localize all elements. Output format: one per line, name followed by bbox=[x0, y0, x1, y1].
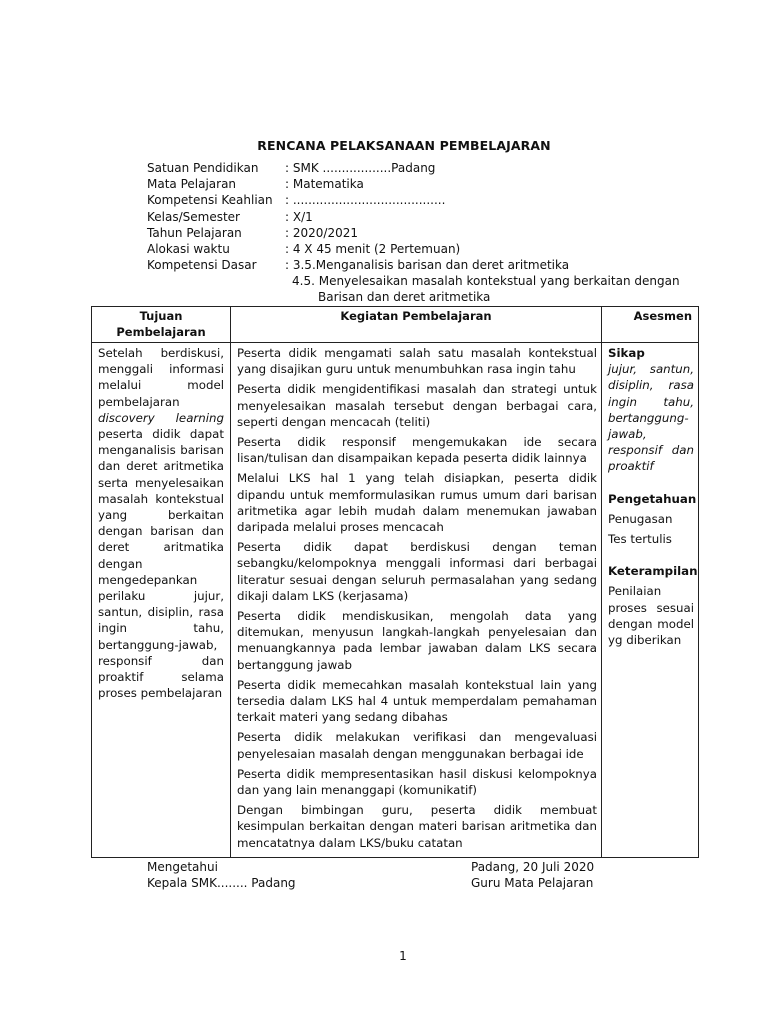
tujuan-cell bbox=[92, 343, 231, 858]
meta-row-tahun bbox=[147, 225, 569, 241]
header-tujuan: Tujuan Pembelajaran bbox=[92, 307, 231, 343]
page-number: 1 bbox=[399, 949, 407, 963]
kegiatan-item: Peserta didik mengamati salah satu masalah kontekstual yang disajikan guru untuk menumbuhkan rasa ingin tahu bbox=[237, 346, 597, 377]
asesmen-pengetahuan-heading: Pengetahuan bbox=[608, 491, 697, 506]
asesmen-keterampilan-heading: Keterampilan bbox=[608, 564, 698, 579]
meta-value: : ........................................ bbox=[285, 193, 446, 208]
meta-label: Kompetensi Keahlian bbox=[147, 193, 273, 208]
meta-label: Kompetensi Dasar bbox=[147, 258, 257, 273]
tujuan-text-1: Setelah berdiskusi, menggali informasi melalui model pembelajaran bbox=[98, 346, 224, 409]
meta-label: Kelas/Semester bbox=[147, 209, 240, 224]
document-title: RENCANA PELAKSANAAN PEMBELAJARAN bbox=[257, 138, 551, 153]
lesson-plan-table bbox=[91, 306, 699, 858]
meta-row-kd bbox=[147, 257, 569, 273]
asesmen-keterampilan-text: Penilaian proses sesuai dengan model yg diberikan bbox=[608, 584, 694, 648]
meta-value: : 2020/2021 bbox=[285, 225, 358, 240]
signature-left bbox=[147, 859, 296, 891]
kegiatan-item: Peserta didik responsif mengemukakan ide secara lisan/tulisan dan disampaikan kepada peserta didik lainnya bbox=[237, 435, 597, 466]
meta-label: Tahun Pelajaran bbox=[147, 225, 242, 240]
kegiatan-item: Peserta didik melakukan verifikasi dan mengevaluasi penyelesaian masalah dengan menggunakan berbagai ide bbox=[237, 730, 597, 761]
meta-label: Alokasi waktu bbox=[147, 241, 230, 256]
meta-row-keahlian bbox=[147, 192, 569, 208]
kegiatan-item: Peserta didik mengidentifikasi masalah dan strategi untuk menyelesaikan masalah tersebut dengan berbagai cara, seperti dengan mencacah (teliti) bbox=[237, 382, 597, 429]
meta-label: Satuan Pendidikan bbox=[147, 161, 259, 175]
kegiatan-item: Dengan bimbingan guru, peserta didik membuat kesimpulan berkaitan dengan materi barisan aritmetika dan mencatatnya dalam LKS/buku catatan bbox=[237, 803, 597, 850]
asesmen-cell bbox=[602, 343, 699, 858]
kegiatan-item: Peserta didik mempresentasikan hasil diskusi kelompoknya dan yang lain menanggapi (komunikatif) bbox=[237, 766, 597, 798]
meta-value: : Matematika bbox=[285, 177, 364, 192]
tujuan-text-italic: discovery learning bbox=[98, 410, 224, 425]
kegiatan-item: Melalui LKS hal 1 yang telah disiapkan, peserta didik dipandu untuk memformulasikan rumus umum dari barisan aritmetika agar lebih mudah dalam menemukan jawaban daripada melalui proses mencacah bbox=[237, 471, 597, 535]
asesmen-sikap-text: jujur, santun, disiplin, rasa ingin tahu, bertanggung-jawab, responsif dan proaktif bbox=[608, 362, 694, 474]
asesmen-sikap-heading: Sikap bbox=[608, 346, 645, 360]
kd-line-2: 4.5. Menyelesaikan masalah kontekstual yang berkaitan dengan bbox=[292, 274, 680, 288]
table-row bbox=[92, 343, 699, 858]
tujuan-text-2: peserta didik dapat menganalisis barisan dan deret aritmetika serta menyelesaikan masalah kontekstual yang berkaitan dengan barisan dan deret aritmatika dengan mengedepankan perilaku jujur, santun, disiplin, rasa ingin tahu, bertanggung-jawab, responsif dan proaktif selama proses pembelajaran bbox=[98, 427, 224, 701]
kegiatan-item: Peserta didik dapat berdiskusi dengan teman sebangku/kelompoknya menggali informasi dari berbagai literatur sesuai dengan seluruh permasalahan yang sedang dikaji dalam LKS (kerjasama) bbox=[237, 540, 597, 603]
kegiatan-item: Peserta didik mendiskusikan, mengolah data yang ditemukan, menyusun langkah-langkah penyelesaian dan menuangkannya pada lembar jawaban dalam LKS secara bertanggung jawab bbox=[237, 609, 597, 672]
signature-right-line1: Padang, 20 Juli 2020 bbox=[471, 860, 595, 874]
asesmen-pengetahuan-item: Tes tertulis bbox=[608, 532, 672, 547]
meta-row-satuan bbox=[147, 160, 569, 176]
meta-row-mapel bbox=[147, 176, 569, 192]
meta-value: : 3.5.Menganalisis barisan dan deret aritmetika bbox=[285, 258, 570, 273]
identity-block bbox=[147, 160, 569, 273]
signature-left-line1: Mengetahui bbox=[147, 860, 218, 874]
meta-value: : X/1 bbox=[285, 209, 313, 224]
kegiatan-cell bbox=[231, 343, 602, 858]
signature-right-line2: Guru Mata Pelajaran bbox=[471, 876, 594, 891]
signature-right bbox=[471, 859, 594, 891]
meta-value: : SMK ..................Padang bbox=[285, 161, 436, 175]
meta-row-alokasi bbox=[147, 241, 569, 257]
asesmen-pengetahuan-item: Penugasan bbox=[608, 511, 673, 526]
signature-left-line2: Kepala SMK........ Padang bbox=[147, 876, 296, 891]
header-asesmen: Asesmen bbox=[602, 307, 699, 343]
meta-label: Mata Pelajaran bbox=[147, 177, 237, 192]
kegiatan-item: Peserta didik memecahkan masalah kontekstual lain yang tersedia dalam LKS hal 4 untuk memperdalam pemahaman terkait materi yang sedang dibahas bbox=[237, 677, 597, 725]
header-kegiatan: Kegiatan Pembelajaran bbox=[231, 307, 602, 343]
kd-line-3: Barisan dan deret aritmetika bbox=[318, 290, 491, 304]
meta-row-kelas bbox=[147, 209, 569, 225]
table-header-row bbox=[92, 307, 699, 343]
meta-value: : 4 X 45 menit (2 Pertemuan) bbox=[285, 241, 461, 256]
